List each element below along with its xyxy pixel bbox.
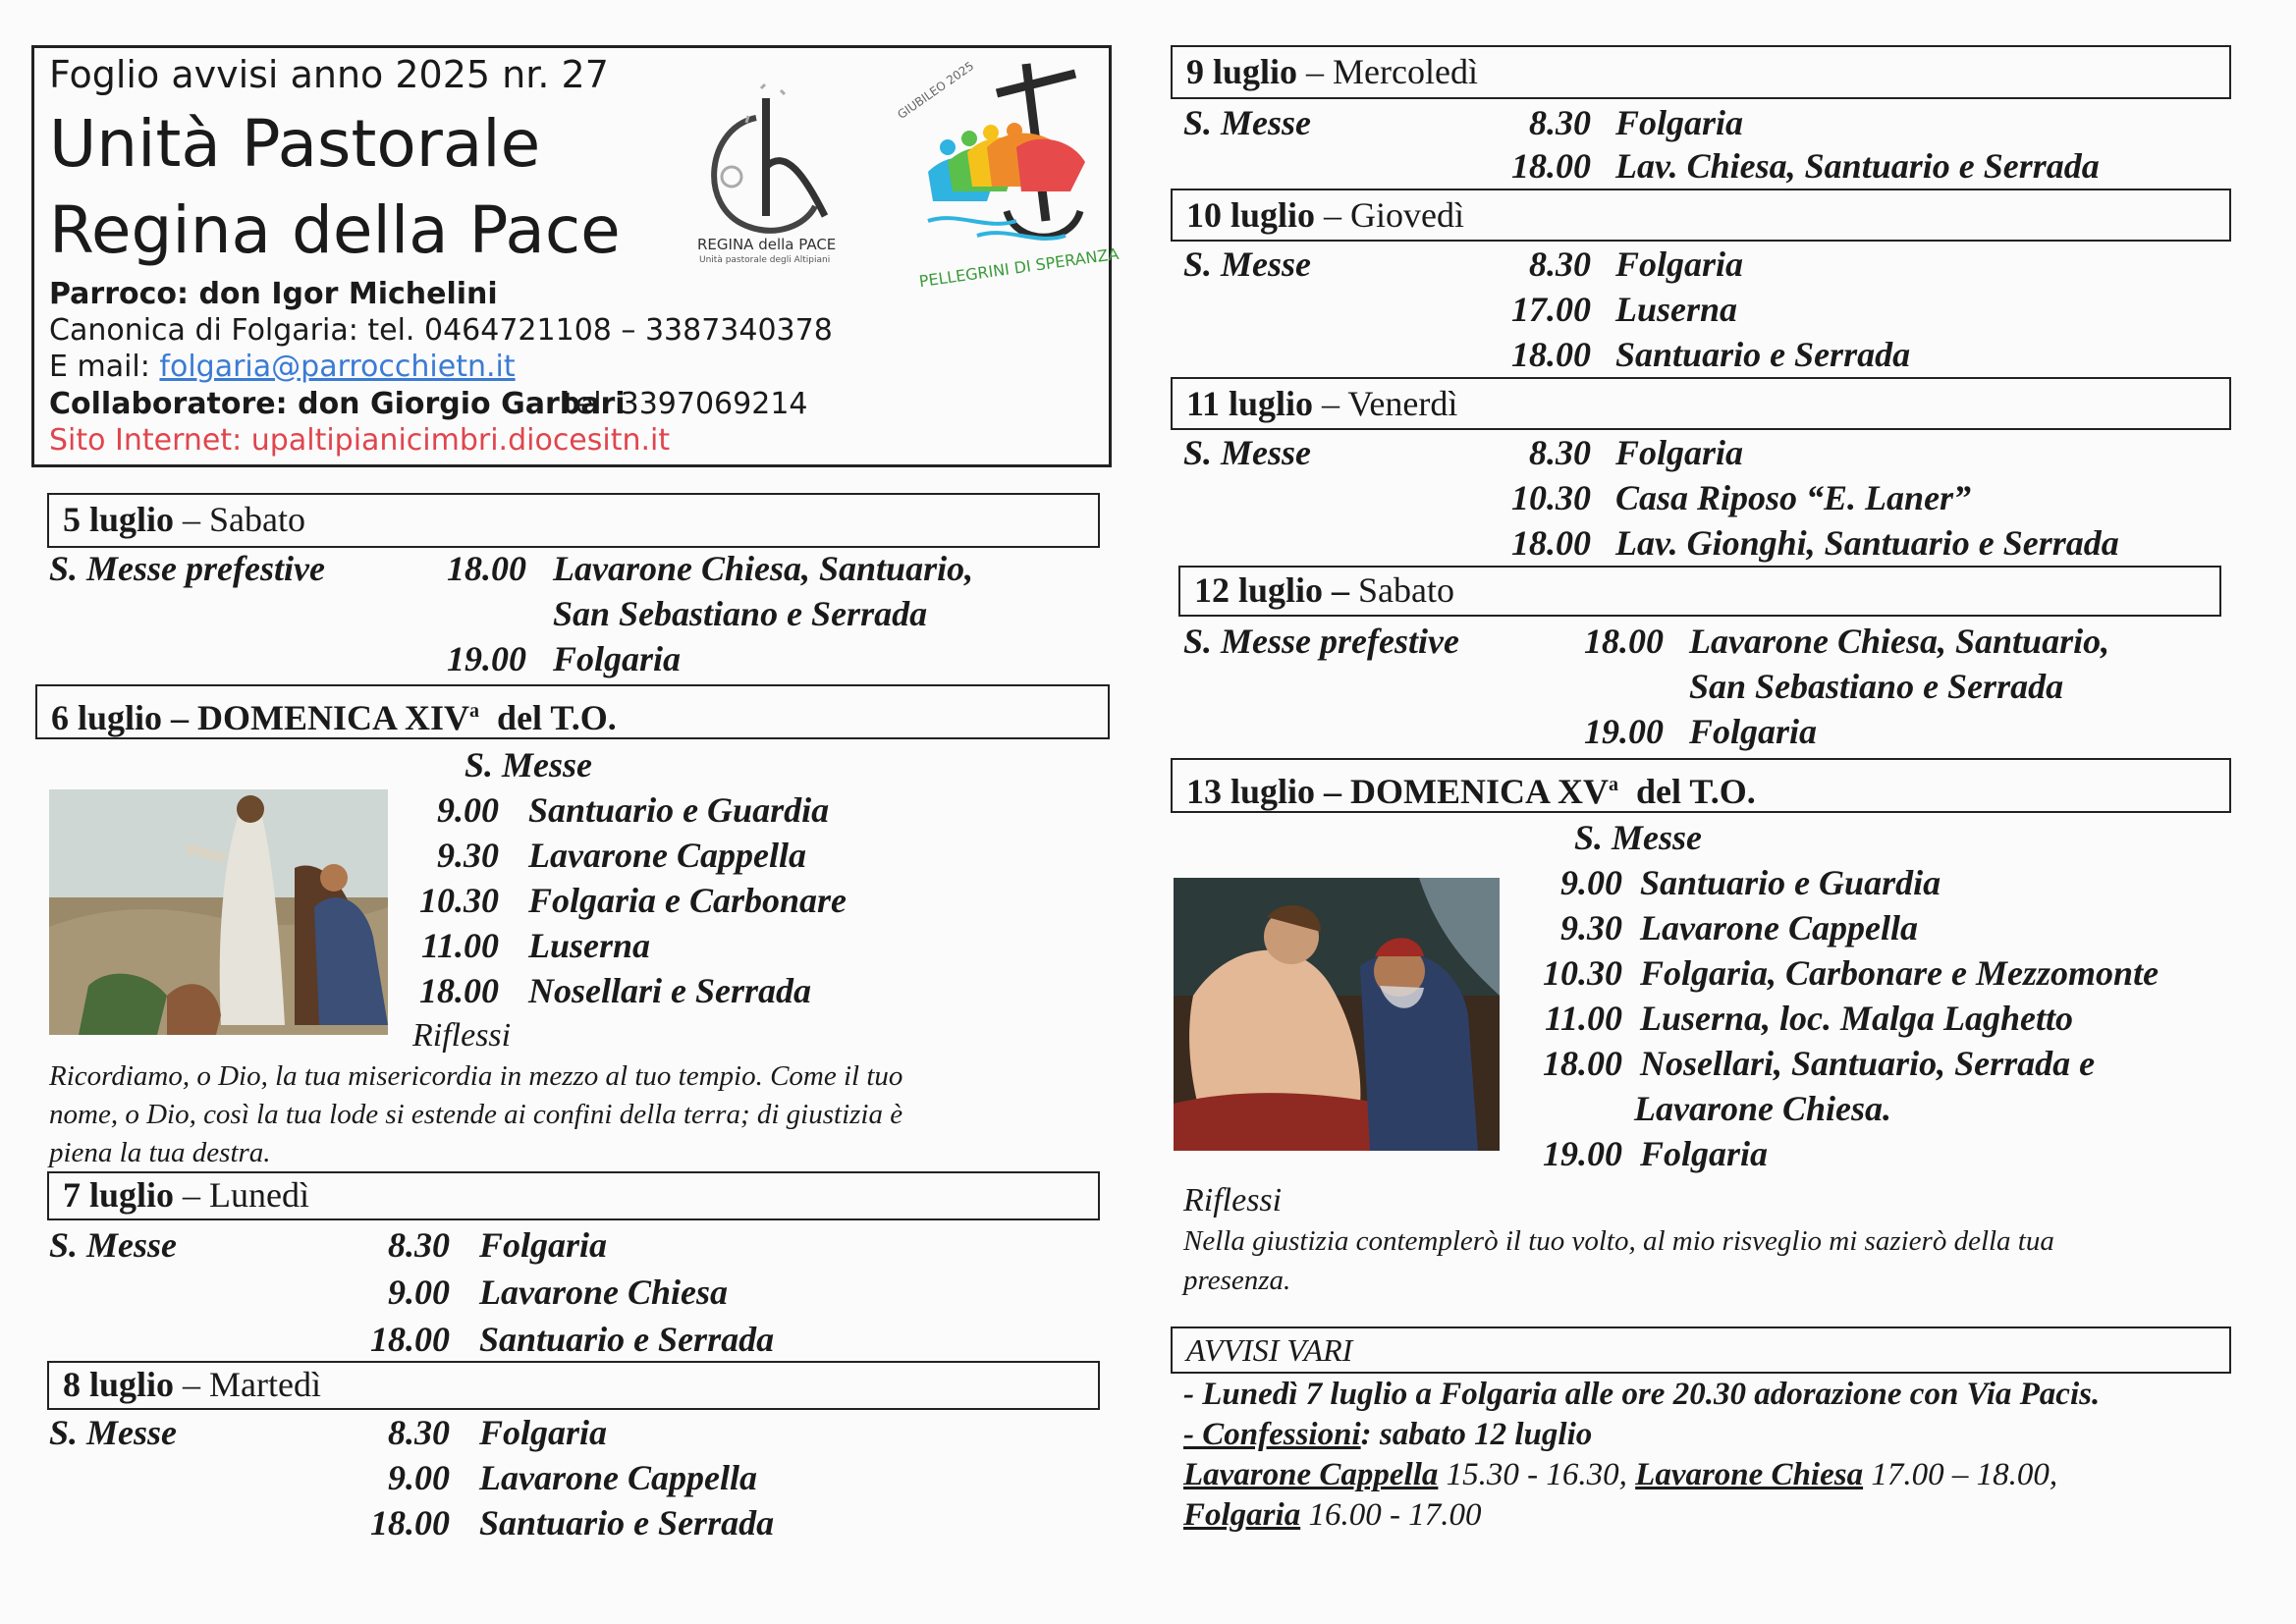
confessioni-line bbox=[1183, 1457, 2057, 1493]
day-header-9-luglio bbox=[1171, 45, 2231, 99]
date: 8 luglio bbox=[63, 1365, 175, 1404]
mass-time: 18.00 bbox=[419, 971, 499, 1010]
mass-place: Lavarone Cappella bbox=[528, 836, 806, 875]
mass-label: S. Messe prefestive bbox=[1183, 622, 1459, 661]
riflessi-line: piena la tua destra. bbox=[49, 1137, 271, 1168]
email-label: E mail: bbox=[49, 350, 160, 384]
time-range: 16.00 - 17.00 bbox=[1300, 1497, 1482, 1533]
mass-place: Lav. Gionghi, Santuario e Serrada bbox=[1615, 523, 2119, 563]
logo1-sub: Unità pastorale degli Altipiani bbox=[699, 255, 831, 265]
mass-place: Folgaria, Carbonare e Mezzomonte bbox=[1640, 953, 2159, 993]
good-samaritan-painting bbox=[1174, 878, 1500, 1151]
mass-place: Santuario e Serrada bbox=[479, 1503, 775, 1543]
mass-time: 8.30 bbox=[388, 1225, 450, 1265]
regina-pace-logo bbox=[687, 69, 845, 275]
weekday: – Mercoledì bbox=[1297, 52, 1478, 91]
day-header-8-luglio bbox=[47, 1361, 1100, 1410]
mass-place: Luserna, loc. Malga Laghetto bbox=[1640, 999, 2074, 1038]
email-line bbox=[49, 350, 516, 384]
mass-place: Folgaria bbox=[479, 1413, 608, 1452]
mass-time: 9.00 bbox=[437, 790, 499, 830]
page-title: Unità Pastorale bbox=[49, 106, 541, 182]
mass-place: Folgaria bbox=[1615, 244, 1744, 284]
weekday: – Martedì bbox=[174, 1365, 321, 1404]
mass-place: Folgaria bbox=[1615, 433, 1744, 472]
mass-label: S. Messe bbox=[1574, 818, 1703, 857]
avviso-adorazione: - Lunedì 7 luglio a Folgaria alle ore 20.30 adorazione con Via Pacis. bbox=[1183, 1377, 2101, 1412]
avviso-confessioni bbox=[1183, 1417, 1592, 1453]
mass-place: Santuario e Serrada bbox=[1615, 335, 1911, 374]
mass-place: Lavarone Chiesa. bbox=[1634, 1089, 1892, 1128]
date: 5 luglio bbox=[63, 500, 175, 539]
collaboratore: Collaboratore: don Giorgio Garbari bbox=[49, 387, 626, 421]
weekday: – Venerdì bbox=[1313, 384, 1458, 423]
mass-time: 9.00 bbox=[388, 1272, 450, 1312]
day-header-11-luglio bbox=[1171, 377, 2231, 430]
mass-label: S. Messe bbox=[1183, 103, 1312, 142]
day-header-5-luglio bbox=[47, 493, 1100, 548]
mass-place: Folgaria bbox=[553, 639, 682, 678]
mass-place: Nosellari e Serrada bbox=[528, 971, 811, 1010]
riflessi-line: Ricordiamo, o Dio, la tua misericordia in mezzo al tuo tempio. Come il tuo bbox=[49, 1060, 903, 1092]
day-header-13-luglio bbox=[1171, 758, 2231, 813]
mass-time: 9.30 bbox=[437, 836, 499, 875]
place: Lavarone Cappella bbox=[1183, 1457, 1439, 1492]
weekday: Sabato bbox=[1358, 570, 1455, 610]
mass-place: Lavarone Chiesa, Santuario, bbox=[1689, 622, 2110, 661]
mass-time: 18.00 bbox=[447, 549, 526, 588]
time-range: 17.00 – 18.00, bbox=[1863, 1457, 2058, 1492]
mass-place: Folgaria e Carbonare bbox=[528, 881, 847, 920]
mass-place: Santuario e Guardia bbox=[1640, 863, 1941, 902]
date: 11 luglio bbox=[1186, 384, 1314, 423]
mass-place: Nosellari, Santuario, Serrada e bbox=[1640, 1044, 2096, 1083]
date: 10 luglio bbox=[1186, 195, 1316, 235]
place: Folgaria bbox=[1183, 1497, 1301, 1533]
mass-place: Luserna bbox=[528, 926, 651, 965]
time-range: 15.30 - 16.30, bbox=[1438, 1457, 1636, 1492]
place: Lavarone Chiesa bbox=[1635, 1457, 1864, 1492]
mass-time: 18.00 bbox=[1511, 146, 1591, 186]
riflessi-label: Riflessi bbox=[412, 1017, 512, 1054]
mass-place: Folgaria bbox=[1689, 712, 1818, 751]
ordinal-sup: a bbox=[469, 700, 480, 722]
mass-time: 8.30 bbox=[1529, 433, 1591, 472]
mass-time: 10.30 bbox=[1511, 478, 1591, 517]
mass-place: Luserna bbox=[1615, 290, 1738, 329]
mass-place: Lavarone Cappella bbox=[1640, 908, 1918, 947]
logo1-title: REGINA della PACE bbox=[697, 236, 837, 253]
mass-time: 11.00 bbox=[420, 926, 499, 965]
mass-place: Folgaria bbox=[479, 1225, 608, 1265]
mass-time: 18.00 bbox=[1511, 523, 1591, 563]
mass-time: 10.30 bbox=[419, 881, 499, 920]
confessioni-date: : sabato 12 luglio bbox=[1360, 1417, 1593, 1452]
day-header-10-luglio bbox=[1171, 189, 2231, 242]
parroco: Parroco: don Igor Michelini bbox=[49, 277, 498, 311]
riflessi-line: Nella giustizia contemplerò il tuo volto, al mio risveglio mi sazierò della tua bbox=[1183, 1225, 2054, 1257]
ordinal-sup: a bbox=[1609, 774, 1619, 795]
riflessi-label: Riflessi bbox=[1183, 1182, 1283, 1218]
mass-time: 19.00 bbox=[1584, 712, 1664, 751]
collaboratore-tel: tel. 3397069214 bbox=[564, 387, 808, 421]
mass-time: 9.00 bbox=[388, 1458, 450, 1497]
date: 12 luglio – bbox=[1194, 570, 1359, 610]
confessioni-line bbox=[1183, 1497, 1481, 1534]
jesus-preaching-painting bbox=[49, 789, 388, 1035]
giubileo-logo bbox=[889, 54, 1121, 295]
mass-place: Santuario e Guardia bbox=[528, 790, 830, 830]
mass-place: Lavarone Chiesa, Santuario, bbox=[553, 549, 974, 588]
mass-label: S. Messe bbox=[465, 745, 593, 785]
mass-time: 9.00 bbox=[1560, 863, 1622, 902]
mass-place: Lavarone Chiesa bbox=[479, 1272, 729, 1312]
mass-place: Santuario e Serrada bbox=[479, 1320, 775, 1359]
riflessi-line: presenza. bbox=[1183, 1265, 1291, 1296]
mass-time: 8.30 bbox=[388, 1413, 450, 1452]
website[interactable]: Sito Internet: upaltipianicimbri.diocesitn.it bbox=[49, 423, 671, 458]
mass-label: S. Messe bbox=[49, 1225, 178, 1265]
day-header-7-luglio bbox=[47, 1171, 1100, 1220]
mass-time: 18.00 bbox=[370, 1503, 450, 1543]
mass-time: 18.00 bbox=[1543, 1044, 1622, 1083]
foglio-number: Foglio avvisi anno 2025 nr. 27 bbox=[49, 53, 609, 96]
date: 9 luglio bbox=[1186, 52, 1298, 91]
canonica: Canonica di Folgaria: tel. 0464721108 – 3387340378 bbox=[49, 313, 833, 348]
riflessi-line: nome, o Dio, così la tua lode si estende ai confini della terra; di giustizia è bbox=[49, 1099, 903, 1130]
mass-time: 8.30 bbox=[1529, 103, 1591, 142]
mass-label: S. Messe prefestive bbox=[49, 549, 325, 588]
date: 6 luglio – DOMENICA XIV bbox=[51, 698, 470, 737]
avvisi-title: AVVISI VARI bbox=[1186, 1332, 1353, 1368]
mass-time: 9.30 bbox=[1560, 908, 1622, 947]
mass-time: 8.30 bbox=[1529, 244, 1591, 284]
email-link[interactable]: folgaria@parrocchietn.it bbox=[159, 350, 516, 384]
mass-time: 18.00 bbox=[1511, 335, 1591, 374]
day-header-6-luglio bbox=[35, 684, 1110, 739]
logo2-caption: PELLEGRINI DI SPERANZA bbox=[917, 244, 1121, 292]
date: 7 luglio bbox=[63, 1175, 175, 1215]
confessioni-label: - Confessioni bbox=[1183, 1417, 1361, 1452]
mass-place: Folgaria bbox=[1640, 1134, 1769, 1173]
mass-time: 19.00 bbox=[447, 639, 526, 678]
day-header-12-luglio bbox=[1178, 566, 2221, 617]
date: 13 luglio – DOMENICA XV bbox=[1186, 772, 1610, 811]
mass-place: Folgaria bbox=[1615, 103, 1744, 142]
weekday: – Lunedì bbox=[174, 1175, 310, 1215]
mass-label: S. Messe bbox=[49, 1413, 178, 1452]
mass-place: Lav. Chiesa, Santuario e Serrada bbox=[1615, 146, 2100, 186]
mass-place: Casa Riposo “E. Laner” bbox=[1615, 478, 1972, 517]
tempo-ordinario: del T.O. bbox=[1618, 772, 1756, 811]
tempo-ordinario: del T.O. bbox=[479, 698, 617, 737]
mass-time: 18.00 bbox=[1584, 622, 1664, 661]
weekday: – Giovedì bbox=[1315, 195, 1465, 235]
mass-time: 10.30 bbox=[1543, 953, 1622, 993]
avvisi-header bbox=[1171, 1326, 2231, 1374]
page-subtitle: Regina della Pace bbox=[49, 192, 621, 268]
weekday: – Sabato bbox=[174, 500, 306, 539]
logo2-arc-text: GIUBILEO 2025 bbox=[895, 59, 977, 122]
mass-label: S. Messe bbox=[1183, 244, 1312, 284]
mass-place: San Sebastiano e Serrada bbox=[1689, 667, 2064, 706]
mass-time: 19.00 bbox=[1543, 1134, 1622, 1173]
mass-place: San Sebastiano e Serrada bbox=[553, 594, 928, 633]
mass-time: 18.00 bbox=[370, 1320, 450, 1359]
regina-pace-emblem-icon bbox=[687, 69, 845, 236]
mass-place: Lavarone Cappella bbox=[479, 1458, 757, 1497]
mass-label: S. Messe bbox=[1183, 433, 1312, 472]
mass-time: 17.00 bbox=[1511, 290, 1591, 329]
mass-time: 11.00 bbox=[1544, 999, 1622, 1038]
